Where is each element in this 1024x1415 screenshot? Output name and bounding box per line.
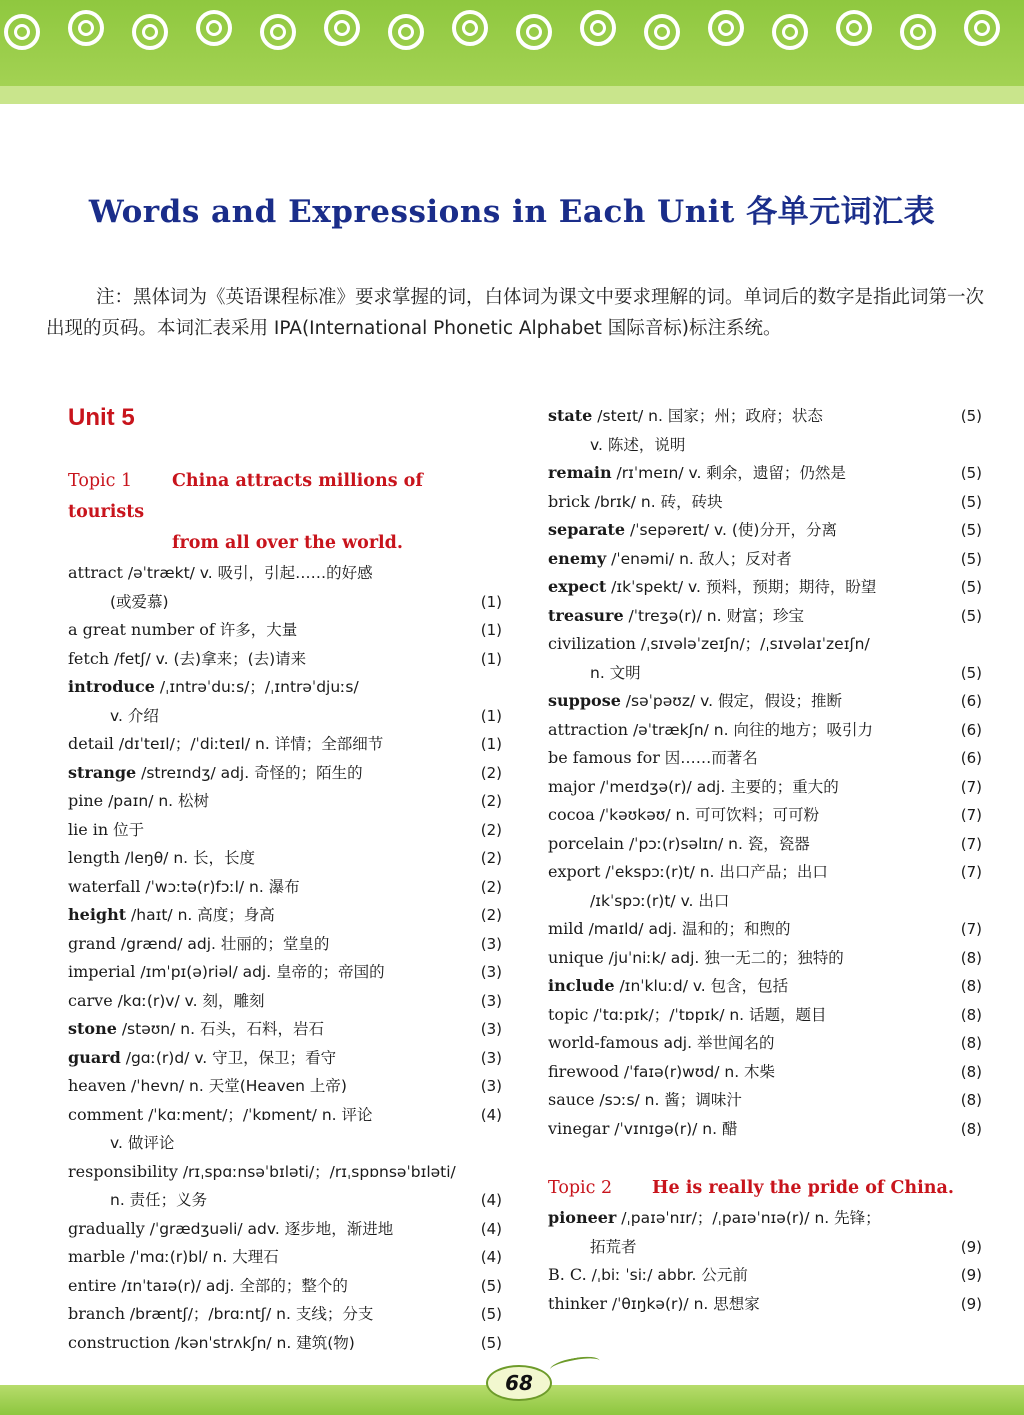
left-column (68, 466, 504, 1357)
vocab-entry (68, 1129, 504, 1158)
vocab-word: cocoa (548, 805, 595, 824)
vocab-definition: /ˈkəʊkəʊ/ n. 可可饮料；可可粉 (594, 806, 820, 824)
topic2-label: Topic 2 (548, 1178, 613, 1198)
vocab-definition: /ɪkˈspɔː(r)t/ v. 出口 (590, 891, 730, 910)
vocab-page-ref: (7) (960, 806, 982, 824)
intro-note: 注：黑体词为《英语课程标准》要求掌握的词，白体词为课文中要求理解的词。单词后的数字是指此词第一次出现的页码。本词汇表采用 IPA(International Phonetic Alphabet 国际音标)标注系统。 (46, 287, 985, 339)
vocab-page-ref: (2) (480, 906, 502, 924)
vocab-page-ref: (6) (960, 692, 982, 710)
vocab-word: include (548, 976, 615, 995)
vocab-page-ref: (8) (960, 1119, 982, 1138)
vocab-entry (548, 744, 984, 773)
vocab-entry (68, 1329, 504, 1358)
ring-icon (900, 14, 936, 50)
topic1-heading (68, 466, 504, 559)
vocab-entry (548, 545, 984, 574)
vocab-page-ref: (7) (960, 920, 982, 938)
vocab-page-ref: (8) (960, 1034, 982, 1052)
vocab-page-ref: (9) (960, 1237, 982, 1256)
vocab-entry (68, 759, 504, 788)
vocab-word: detail (68, 734, 114, 753)
vocab-definition: /ˌsɪvələˈzeɪʃn/；/ˌsɪvəlaɪˈzeɪʃn/ (635, 635, 870, 653)
vocab-word: pioneer (548, 1208, 617, 1227)
vocab-word: responsibility (68, 1161, 178, 1181)
vocab-entry (548, 716, 984, 745)
vocab-definition: /ˈtɑːpɪk/；/ˈtɒpɪk/ n. 话题，题目 (588, 1005, 827, 1024)
topic1-label: Topic 1 (68, 471, 133, 491)
vocab-word: marble (68, 1247, 126, 1266)
vocab-word: B. C. (548, 1265, 587, 1284)
vocab-entry (548, 1233, 984, 1262)
vocab-entry (548, 459, 984, 488)
vocab-page-ref: (2) (480, 763, 502, 782)
topic1-title-line1: China attracts millions of tourists (68, 471, 423, 522)
vocab-word: entire (68, 1275, 117, 1295)
vocab-word: porcelain (548, 833, 625, 853)
ring-icon (516, 14, 552, 50)
vocab-entry (548, 972, 984, 1001)
vocab-entry (548, 830, 984, 859)
vocab-page-ref: (5) (960, 663, 982, 682)
vocab-definition: /paɪn/ n. 松树 (103, 792, 210, 810)
ring-icon (388, 14, 424, 50)
vocab-entry (548, 1290, 984, 1319)
vocab-definition: /ˈθɪŋkə(r)/ n. 思想家 (606, 1294, 760, 1313)
vocab-word: imperial (68, 962, 136, 981)
vocab-word: export (548, 862, 601, 881)
vocab-definition: 因……而著名 (659, 749, 758, 767)
vocab-page-ref: (5) (960, 606, 982, 625)
vocab-entry (68, 1158, 504, 1187)
vocab-entry (68, 559, 504, 588)
vocab-word: remain (548, 463, 612, 482)
vocab-page-ref: (3) (480, 1077, 502, 1095)
vocab-word: vinegar (548, 1118, 610, 1138)
vocab-page-ref: (3) (480, 934, 502, 953)
vocab-entry (68, 645, 504, 674)
ring-icon (708, 10, 744, 46)
vocab-page-ref: (7) (960, 777, 982, 796)
vocab-definition: /səˈpəʊz/ v. 假定，假设；推断 (620, 692, 842, 710)
vocab-page-ref: (5) (480, 1333, 502, 1352)
vocab-page-ref: (1) (480, 621, 502, 639)
vocab-page-ref: (7) (960, 834, 982, 853)
vocab-word: civilization (548, 634, 636, 653)
vocab-entry (68, 1101, 504, 1130)
vocab-word: sauce (548, 1090, 595, 1109)
vocab-word: enemy (548, 548, 607, 568)
vocab-entry (68, 1300, 504, 1329)
vocab-definition: /maɪld/ adj. 温和的；和煦的 (583, 920, 791, 938)
vocab-page-ref: (5) (960, 464, 982, 482)
vocab-page-ref: (8) (960, 977, 982, 995)
page-number: 68 (486, 1365, 552, 1401)
vocab-definition: /rɪˌspɑːnsəˈbɪləti/；/rɪˌspɒnsəˈbɪləti/ (177, 1162, 456, 1181)
ring-icon (260, 14, 296, 50)
vocab-entry (548, 573, 984, 602)
vocab-page-ref: (5) (960, 492, 982, 511)
vocab-definition: /ˌɪntrəˈduːs/；/ˌɪntrəˈdjuːs/ (154, 678, 359, 696)
vocab-page-ref: (2) (480, 820, 502, 839)
vocab-word: firewood (548, 1061, 619, 1081)
ring-icon (196, 10, 232, 46)
vocab-word: strange (68, 762, 137, 782)
ring-icon (836, 10, 872, 46)
vocab-definition: /ˈhevn/ n. 天堂(Heaven 上帝) (126, 1077, 347, 1095)
vocab-entry (548, 944, 984, 973)
vocab-definition: /ˈtreʒə(r)/ n. 财富；珍宝 (623, 606, 804, 625)
vocab-entry (68, 1044, 504, 1073)
vocab-page-ref: (1) (480, 735, 502, 753)
vocab-definition: /stəʊn/ n. 石头，石料，岩石 (116, 1020, 324, 1038)
vocab-definition: /ˌbiː ˈsiː/ abbr. 公元前 (586, 1266, 748, 1284)
vocab-entry (68, 930, 504, 959)
vocab-definition: /ɪnˈkluːd/ v. 包含，包括 (614, 977, 789, 995)
top-band-edge (0, 86, 1024, 104)
ring-icon (772, 14, 808, 50)
vocab-word: topic (548, 1004, 589, 1024)
vocab-definition: /brɪk/ n. 砖，砖块 (589, 492, 723, 511)
vocab-word: gradually (68, 1218, 145, 1238)
vocab-word: guard (68, 1047, 121, 1067)
vocab-entry (548, 1029, 984, 1058)
vocab-definition: /rɪˈmeɪn/ v. 剩余，遗留；仍然是 (611, 464, 846, 482)
vocab-word: separate (548, 520, 626, 539)
vocab-definition: /gɑː(r)d/ v. 守卫，保卫；看守 (120, 1048, 337, 1067)
vocab-entry (68, 958, 504, 987)
vocab-definition: /ˌpaɪəˈnɪr/；/ˌpaɪəˈnɪə(r)/ n. 先锋； (616, 1209, 881, 1227)
vocab-page-ref: (3) (480, 1020, 502, 1038)
vocab-entry (548, 1086, 984, 1115)
topic2-title: He is really the pride of China. (652, 1178, 954, 1198)
vocab-word: major (548, 776, 595, 796)
vocab-definition: /əˈtrækt/ v. 吸引，引起……的好感 (122, 564, 373, 582)
vocab-definition: /ˈenəmi/ n. 敌人；反对者 (606, 549, 792, 568)
vocab-page-ref: (7) (960, 863, 982, 881)
right-column (548, 402, 984, 1318)
vocab-entry (548, 1058, 984, 1087)
vocab-page-ref: (4) (480, 1105, 502, 1124)
vocab-word: attraction (548, 719, 629, 739)
vocab-word: thinker (548, 1293, 607, 1313)
topic1-title-line2: from all over the world. (172, 533, 404, 553)
vocab-definition: /ˈfaɪə(r)wʊd/ n. 木柴 (619, 1062, 776, 1081)
vocab-page-ref: (4) (480, 1191, 502, 1209)
vocab-page-ref: (8) (960, 1005, 982, 1024)
vocab-word: fetch (68, 648, 110, 668)
vocab-word: introduce (68, 677, 155, 696)
vocab-page-ref: (1) (480, 649, 502, 668)
vocab-page-ref: (6) (960, 720, 982, 739)
vocab-page-ref: (5) (960, 578, 982, 596)
vocab-entry (548, 801, 984, 830)
vocab-page-ref: (5) (960, 407, 982, 425)
vocab-entry (548, 1001, 984, 1030)
vocab-word: attract (68, 563, 123, 582)
vocab-entry (68, 873, 504, 902)
vocab-definition: /dɪˈteɪl/；/ˈdiːteɪl/ n. 详情；全部细节 (113, 735, 384, 753)
vocab-definition: /ˈsepəreɪt/ v. (使)分开，分离 (625, 521, 837, 539)
vocab-word: brick (548, 491, 590, 511)
vocab-entry (548, 687, 984, 716)
vocab-word: stone (68, 1019, 117, 1038)
vocab-entry (68, 1243, 504, 1272)
vocab-page-ref: (5) (480, 1276, 502, 1295)
vocab-definition: (或爱慕) (110, 592, 169, 611)
vocab-word: a great number of (68, 620, 215, 639)
vocab-definition: /ˈkɑːment/；/ˈkɒment/ n. 评论 (143, 1105, 373, 1124)
vocab-word: length (68, 848, 120, 867)
vocab-word: construction (68, 1332, 170, 1352)
vocab-definition: /ˈmɑː(r)bl/ n. 大理石 (125, 1248, 279, 1266)
vocab-page-ref: (3) (480, 1048, 502, 1067)
vocab-definition: /bræntʃ/；/brɑːntʃ/ n. 支线；分支 (125, 1305, 374, 1323)
vocab-page-ref: (4) (480, 1248, 502, 1266)
unit-heading: Unit 5 (68, 404, 135, 431)
vocab-definition: /ˈekspɔː(r)t/ n. 出口产品；出口 (600, 863, 828, 881)
vocab-page-ref: (8) (960, 1091, 982, 1109)
vocab-word: mild (548, 919, 584, 938)
vocab-word: suppose (548, 691, 621, 710)
vocab-word: world-famous (548, 1033, 659, 1052)
vocab-page-ref: (8) (960, 948, 982, 967)
vocab-entry (548, 773, 984, 802)
vocab-entry (548, 431, 984, 460)
vocab-definition: n. 责任；义务 (110, 1191, 208, 1209)
vocab-definition: /ɪkˈspekt/ v. 预料，预期；期待，盼望 (606, 578, 877, 596)
vocab-entry (548, 1204, 984, 1233)
vocab-page-ref: (5) (960, 521, 982, 539)
vocab-entry (68, 1272, 504, 1301)
vocab-page-ref: (5) (960, 549, 982, 568)
vocab-entry (68, 787, 504, 816)
vocab-entry (68, 901, 504, 930)
vocab-entry (68, 1015, 504, 1044)
vocab-definition: /juˈniːk/ adj. 独一无二的；独特的 (603, 948, 844, 967)
ring-icon (324, 10, 360, 46)
ring-icon (68, 10, 104, 46)
vocab-entry (548, 630, 984, 659)
topic2-word-list (548, 1204, 984, 1318)
vocab-page-ref: (2) (480, 849, 502, 867)
vocab-entry (548, 915, 984, 944)
vocab-word: lie in (68, 819, 109, 839)
sprout-icon (549, 1354, 601, 1376)
vocab-word: pine (68, 791, 104, 810)
vocab-definition: /ˈpɔː(r)səlɪn/ n. 瓷，瓷器 (624, 834, 810, 853)
vocab-entry (548, 1115, 984, 1144)
ring-icon (132, 14, 168, 50)
vocab-word: waterfall (68, 876, 141, 896)
vocab-definition: /sɔːs/ n. 酱；调味汁 (594, 1091, 742, 1109)
ring-icon (964, 10, 1000, 46)
vocab-definition: 许多，大量 (214, 621, 298, 639)
vocab-definition: /ˈwɔːtə(r)fɔːl/ n. 瀑布 (140, 877, 300, 896)
ring-icon (452, 10, 488, 46)
vocab-definition: /kənˈstrʌkʃn/ n. 建筑(物) (169, 1333, 355, 1352)
vocab-entry (68, 1072, 504, 1101)
vocab-definition: 拓荒者 (590, 1237, 637, 1256)
vocab-definition: 位于 (108, 820, 145, 839)
vocab-definition: v. 陈述，说明 (590, 435, 686, 454)
vocab-definition: /ˈgrædʒuəli/ adv. 逐步地，渐进地 (144, 1219, 394, 1238)
vocab-word: be famous for (548, 748, 660, 767)
vocab-page-ref: (3) (480, 991, 502, 1010)
vocab-page-ref: (6) (960, 749, 982, 767)
vocab-word: treasure (548, 605, 624, 625)
vocab-entry (68, 987, 504, 1016)
vocab-page-ref: (1) (480, 706, 502, 725)
vocab-definition: v. 做评论 (110, 1134, 175, 1152)
vocab-entry (548, 516, 984, 545)
vocab-entry (68, 816, 504, 845)
vocab-entry (68, 702, 504, 731)
vocab-entry (548, 602, 984, 631)
vocab-definition: /leŋθ/ n. 长，长度 (119, 849, 256, 867)
vocab-word: expect (548, 577, 607, 596)
vocab-page-ref: (9) (960, 1266, 982, 1284)
vocab-definition: v. 介绍 (110, 706, 159, 725)
ring-icon (580, 10, 616, 46)
ring-icon (4, 14, 40, 50)
vocab-word: unique (548, 947, 604, 967)
vocab-definition: /haɪt/ n. 高度；身高 (126, 906, 275, 924)
vocab-page-ref: (1) (480, 592, 502, 611)
vocab-definition: n. 文明 (590, 663, 641, 682)
vocab-entry (548, 887, 984, 916)
vocab-entry (548, 1261, 984, 1290)
vocab-word: heaven (68, 1076, 127, 1095)
vocab-page-ref: (9) (960, 1294, 982, 1313)
vocab-entry (548, 858, 984, 887)
right-word-list (548, 402, 984, 1143)
vocab-definition: /fetʃ/ v. (去)拿来；(去)请来 (109, 649, 307, 668)
vocab-definition: /kɑː(r)v/ v. 刻，雕刻 (112, 991, 265, 1010)
vocab-definition: /ˈmeɪdʒə(r)/ adj. 主要的；重大的 (594, 777, 839, 796)
vocab-entry (68, 673, 504, 702)
page-title: Words and Expressions in Each Unit 各单元词汇表 (88, 194, 936, 230)
vocab-definition: /streɪndʒ/ adj. 奇怪的；陌生的 (136, 763, 363, 782)
vocab-entry (68, 1215, 504, 1244)
vocab-entry (68, 616, 504, 645)
vocab-word: grand (68, 933, 116, 953)
vocab-definition: /ɪnˈtaɪə(r)/ adj. 全部的；整个的 (116, 1276, 348, 1295)
vocab-word: carve (68, 990, 113, 1010)
vocab-page-ref: (2) (480, 877, 502, 896)
vocab-word: comment (68, 1104, 144, 1124)
topic2-heading (548, 1173, 984, 1204)
vocab-page-ref: (3) (480, 963, 502, 981)
vocab-definition: /ɪmˈpɪ(ə)riəl/ adj. 皇帝的；帝国的 (135, 963, 385, 981)
vocab-entry (68, 588, 504, 617)
vocab-definition: adj. 举世闻名的 (658, 1034, 775, 1052)
vocab-definition: /ˈvɪnɪgə(r)/ n. 醋 (609, 1119, 738, 1138)
vocab-entry (68, 844, 504, 873)
ring-icon (644, 14, 680, 50)
vocab-entry (68, 1186, 504, 1215)
vocab-definition: /steɪt/ n. 国家；州；政府；状态 (592, 407, 823, 425)
vocab-entry (548, 488, 984, 517)
vocab-page-ref: (5) (480, 1305, 502, 1323)
vocab-entry (548, 659, 984, 688)
vocab-word: branch (68, 1304, 125, 1323)
vocab-word: height (68, 905, 127, 924)
vocab-entry (68, 730, 504, 759)
vocab-page-ref: (2) (480, 792, 502, 810)
vocab-word: state (548, 406, 593, 425)
vocab-entry (548, 402, 984, 431)
vocab-page-ref: (8) (960, 1062, 982, 1081)
vocab-definition: /grænd/ adj. 壮丽的；堂皇的 (115, 934, 330, 953)
left-word-list (68, 559, 504, 1357)
vocab-definition: /əˈtrækʃn/ n. 向往的地方；吸引力 (628, 720, 873, 739)
vocab-page-ref: (4) (480, 1219, 502, 1238)
